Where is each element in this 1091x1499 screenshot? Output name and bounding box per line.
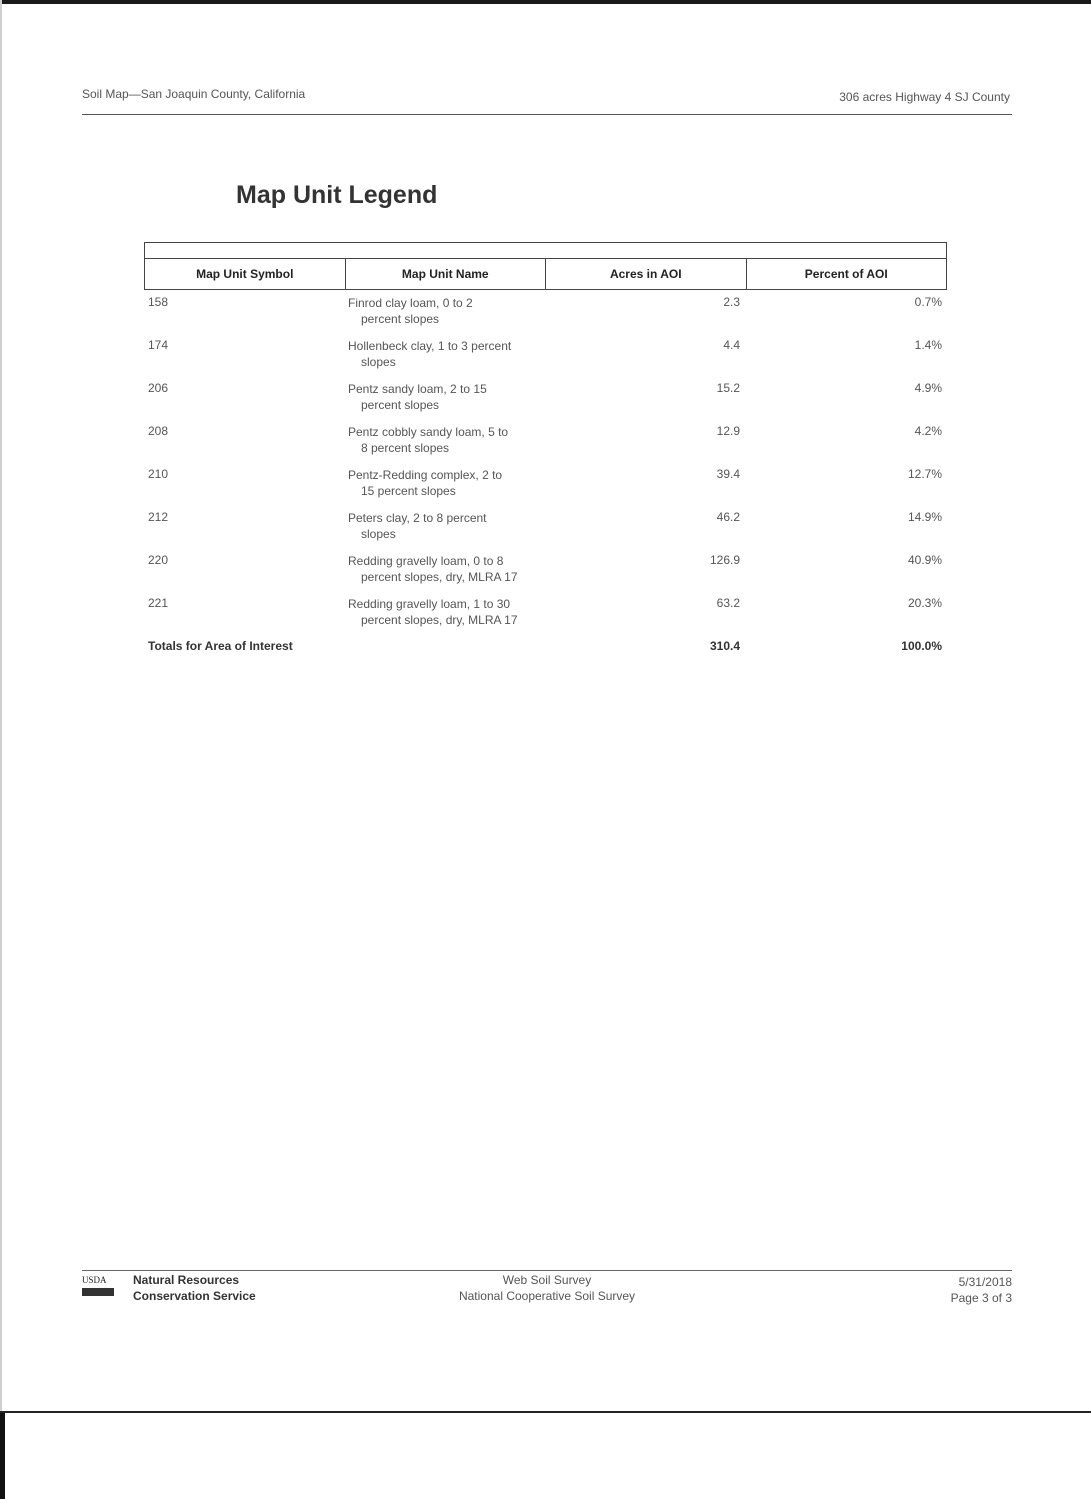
table-row xyxy=(144,295,947,327)
scan-top-edge xyxy=(0,0,1091,4)
table-row xyxy=(144,424,947,456)
percent-value: 1.4% xyxy=(914,338,942,352)
percent-value: 20.3% xyxy=(907,596,942,610)
map-unit-name-line2: percent slopes, dry, MLRA 17 xyxy=(361,570,518,584)
map-unit-name-line1: Hollenbeck clay, 1 to 3 percent xyxy=(348,339,512,353)
survey-name xyxy=(392,1272,702,1304)
table-header-row xyxy=(144,258,947,290)
scan-bottom-line xyxy=(0,1411,1091,1413)
agency-line1: Natural Resources xyxy=(133,1273,240,1287)
scan-left-edge xyxy=(0,0,2,1499)
map-unit-name-line1: Peters clay, 2 to 8 percent xyxy=(348,511,487,525)
map-unit-name-line2: slopes xyxy=(361,527,396,541)
map-unit-symbol: 206 xyxy=(148,381,169,395)
map-unit-symbol: 208 xyxy=(148,424,169,438)
page-number: Page 3 of 3 xyxy=(950,1291,1012,1305)
percent-value: 4.2% xyxy=(914,424,942,438)
footer-rule xyxy=(82,1270,1012,1271)
agency-name xyxy=(133,1272,256,1304)
table-row xyxy=(144,553,947,585)
totals-acres: 310.4 xyxy=(709,639,740,653)
map-unit-name xyxy=(344,467,545,499)
column-header-acres: Acres in AOI xyxy=(546,259,747,289)
map-unit-name xyxy=(344,381,545,413)
date-page-info xyxy=(951,1274,1012,1306)
table-body xyxy=(144,295,947,653)
print-date: 5/31/2018 xyxy=(958,1275,1012,1289)
column-header-percent: Percent of AOI xyxy=(804,267,888,281)
map-unit-name-line1: Redding gravelly loam, 1 to 30 xyxy=(348,597,511,611)
column-header-symbol: Map Unit Symbol xyxy=(145,259,346,289)
map-unit-name xyxy=(344,596,545,628)
table-row xyxy=(144,338,947,370)
percent-value: 12.7% xyxy=(907,467,942,481)
map-unit-name-line1: Pentz cobbly sandy loam, 5 to xyxy=(348,425,509,439)
table-row xyxy=(144,596,947,628)
usda-logo-mark xyxy=(82,1288,114,1296)
survey-line2: National Cooperative Soil Survey xyxy=(458,1289,636,1303)
map-unit-name-line2: 8 percent slopes xyxy=(361,441,450,455)
acres-value: 46.2 xyxy=(716,510,740,524)
acres-value: 39.4 xyxy=(716,467,740,481)
percent-value: 40.9% xyxy=(907,553,942,567)
map-unit-symbol: 158 xyxy=(148,295,169,309)
map-unit-name xyxy=(344,510,545,542)
totals-percent: 100.0% xyxy=(901,639,942,653)
map-unit-name xyxy=(344,553,545,585)
legend-table xyxy=(144,242,947,653)
percent-value: 4.9% xyxy=(914,381,942,395)
map-unit-name-line1: Finrod clay loam, 0 to 2 xyxy=(348,296,473,310)
totals-row xyxy=(144,639,947,653)
usda-logo-text: USDA xyxy=(82,1275,107,1285)
acres-value: 126.9 xyxy=(709,553,740,567)
map-unit-name xyxy=(344,424,545,456)
map-unit-symbol: 220 xyxy=(148,553,169,567)
table-row xyxy=(144,381,947,413)
table-row xyxy=(144,510,947,542)
map-unit-name-line2: slopes xyxy=(361,355,396,369)
acres-value: 4.4 xyxy=(723,338,740,352)
table-row xyxy=(144,467,947,499)
percent-value: 0.7% xyxy=(914,295,942,309)
header-right-text: 306 acres Highway 4 SJ County xyxy=(839,90,1010,104)
header-rule xyxy=(82,114,1012,115)
map-unit-name-line2: percent slopes xyxy=(361,312,440,326)
map-unit-symbol: 210 xyxy=(148,467,169,481)
map-unit-symbol: 212 xyxy=(148,510,169,524)
acres-value: 12.9 xyxy=(716,424,740,438)
map-unit-symbol: 174 xyxy=(148,338,169,352)
totals-label: Totals for Area of Interest xyxy=(148,639,293,653)
map-unit-name xyxy=(344,338,545,370)
column-header-name: Map Unit Name xyxy=(346,259,547,289)
page-title: Map Unit Legend xyxy=(236,181,438,209)
map-unit-name-line2: percent slopes, dry, MLRA 17 xyxy=(361,613,518,627)
scan-bottom-edge xyxy=(0,1413,5,1499)
percent-value: 14.9% xyxy=(907,510,942,524)
header-left-text: Soil Map—San Joaquin County, California xyxy=(82,87,306,101)
usda-logo xyxy=(82,1275,115,1299)
table-band xyxy=(144,243,947,258)
acres-value: 63.2 xyxy=(716,596,740,610)
map-unit-symbol: 221 xyxy=(148,596,169,610)
map-unit-name-line1: Redding gravelly loam, 0 to 8 xyxy=(348,554,504,568)
map-unit-name-line1: Pentz-Redding complex, 2 to xyxy=(348,468,503,482)
map-unit-name-line2: 15 percent slopes xyxy=(361,484,456,498)
survey-line1: Web Soil Survey xyxy=(502,1273,592,1287)
map-unit-name-line1: Pentz sandy loam, 2 to 15 xyxy=(348,382,487,396)
agency-line2: Conservation Service xyxy=(133,1289,256,1303)
acres-value: 15.2 xyxy=(716,381,740,395)
map-unit-name xyxy=(344,295,545,327)
acres-value: 2.3 xyxy=(723,295,740,309)
map-unit-name-line2: percent slopes xyxy=(361,398,440,412)
